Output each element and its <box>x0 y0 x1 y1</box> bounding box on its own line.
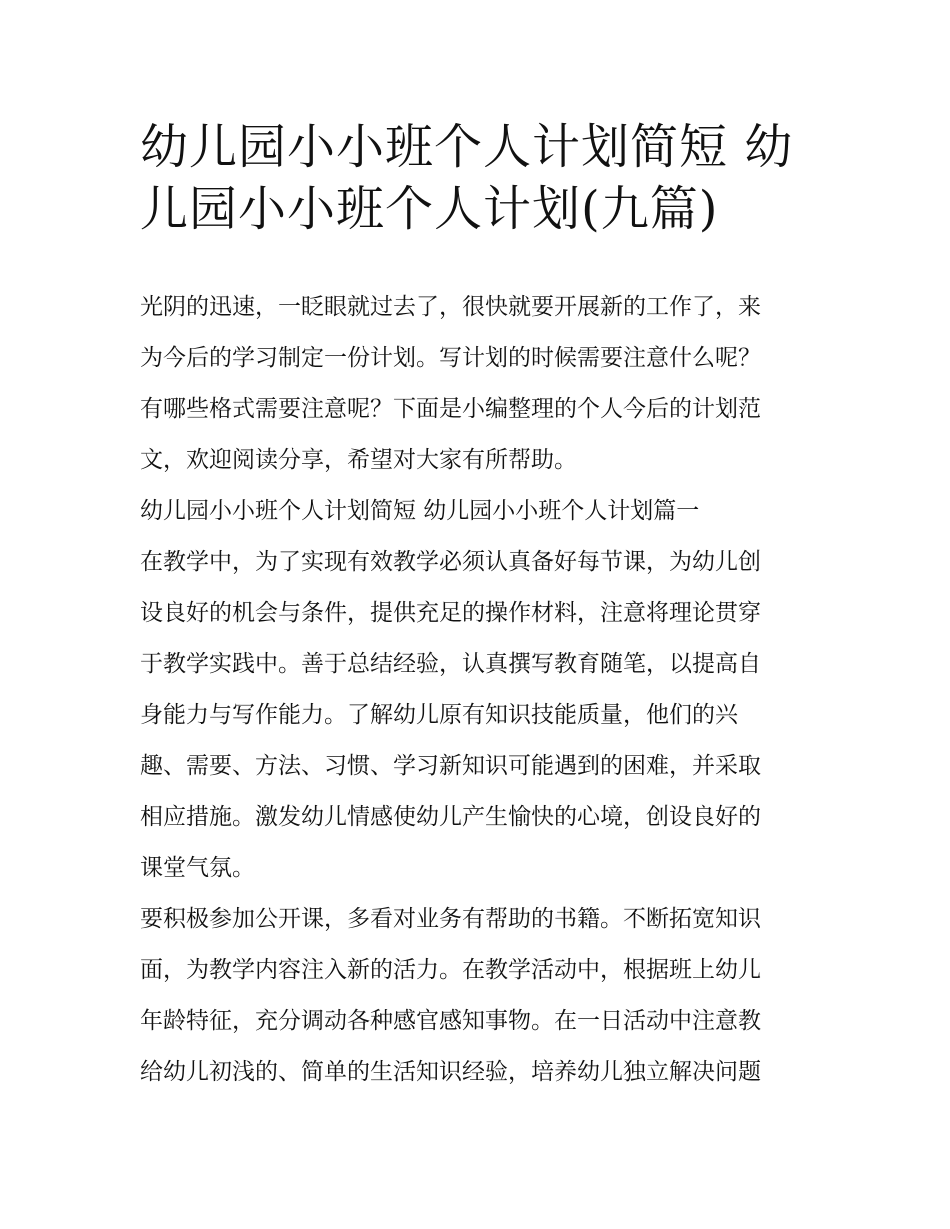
text-line: 光阴的迅速，一眨眼就过去了，很快就要开展新的工作了，来 <box>140 294 761 320</box>
text-line: 相应措施。激发幼儿情感使幼儿产生愉快的心境，创设良好的 <box>140 804 761 830</box>
document-body <box>140 282 820 1098</box>
text-line: 要积极参加公开课，多看对业务有帮助的书籍。不断拓宽知识 <box>140 906 761 932</box>
title-line: 幼儿园小小班个人计划简短 幼 <box>140 119 794 175</box>
title-line: 儿园小小班个人计划(九篇) <box>140 181 719 237</box>
text-line: 于教学实践中。善于总结经验，认真撰写教育随笔，以提高自 <box>140 651 761 677</box>
paragraph-intro <box>140 282 820 486</box>
text-line: 趣、需要、方法、习惯、学习新知识可能遇到的困难，并采取 <box>140 753 761 779</box>
text-line: 幼儿园小小班个人计划简短 幼儿园小小班个人计划篇一 <box>140 498 700 524</box>
text-line: 在教学中，为了实现有效教学必须认真备好每节课，为幼儿创 <box>140 549 761 575</box>
text-line: 设良好的机会与条件，提供充足的操作材料，注意将理论贯穿 <box>140 600 761 626</box>
paragraph-development <box>140 894 820 1098</box>
section-heading <box>140 486 820 537</box>
document-title <box>140 116 820 240</box>
text-line: 为今后的学习制定一份计划。写计划的时候需要注意什么呢？ <box>140 345 761 371</box>
paragraph-teaching <box>140 537 820 894</box>
text-line: 有哪些格式需要注意呢？下面是小编整理的个人今后的计划范 <box>140 396 761 422</box>
text-line: 身能力与写作能力。了解幼儿原有知识技能质量，他们的兴 <box>140 702 738 728</box>
text-line: 文，欢迎阅读分享，希望对大家有所帮助。 <box>140 447 577 473</box>
text-line: 课堂气氛。 <box>140 855 255 881</box>
text-line: 面，为教学内容注入新的活力。在教学活动中，根据班上幼儿 <box>140 957 761 983</box>
text-line: 给幼儿初浅的、简单的生活知识经验，培养幼儿独立解决问题 <box>140 1059 761 1085</box>
text-line: 年龄特征，充分调动各种感官感知事物。在一日活动中注意教 <box>140 1008 761 1034</box>
